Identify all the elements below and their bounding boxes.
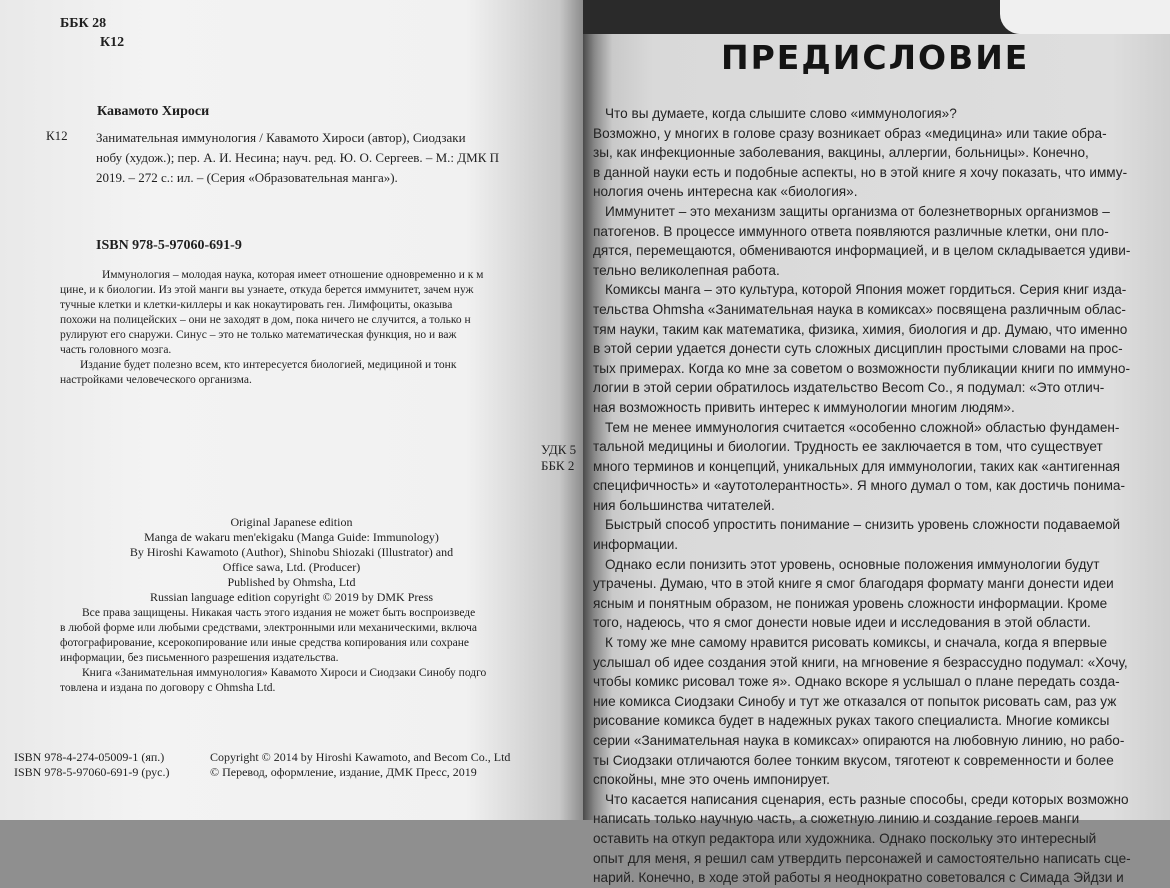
preface-line: в данной науки есть и подобные аспекты, но в этой книге я хочу показать, что имму- xyxy=(593,164,1128,180)
preface-line: чтобы комикс рисовал тоже я». Однако вскоре я услышал о плане передать созда- xyxy=(593,674,1120,690)
biblio-line: 2019. – 272 с.: ил. – (Серия «Образовательная манга»). xyxy=(96,170,398,185)
udk-code: УДК 5 xyxy=(541,442,577,457)
author-name: Кавамото Хироси xyxy=(97,104,210,119)
preface-line: много терминов и концепций, уникальных для иммунологии, таких как «антигенная xyxy=(593,458,1121,474)
annotation-line: часть головного мозга. xyxy=(60,344,172,356)
k12-header: К12 xyxy=(100,35,125,50)
preface-line: нология очень интересна как «биология». xyxy=(593,184,858,200)
original-edition-line: Original Japanese edition xyxy=(230,515,353,529)
isbn-main: ISBN 978-5-97060-691-9 xyxy=(96,238,242,253)
bbk-header: ББК 28 xyxy=(60,16,107,31)
original-edition-line: Russian language edition copyright © 2019 by DMK Press xyxy=(149,590,434,604)
original-edition-line: By Hiroshi Kawamoto (Author), Shinobu Shiozaki (Illustrator) and xyxy=(129,545,454,559)
preface-line: серии «Занимательная наука в комиксах» опираются на любовную линию, но рабо- xyxy=(593,733,1125,748)
biblio-line: Занимательная иммунология / Кавамото Хироси (автор), Сиодзаки xyxy=(96,130,466,145)
preface-line: ния большинства читателей. xyxy=(593,497,775,513)
preface-line: К тому же мне самому нравится рисовать комиксы, и сначала, когда я впервые xyxy=(605,635,1107,651)
header-tab xyxy=(1000,0,1170,34)
copyright-line: Copyright © 2014 by Hiroshi Kawamoto, and Becom Co., Ltd xyxy=(210,750,511,764)
preface-line: услышал об идее создания этой книги, на мгновение я безрассудно подумал: «Хочу, xyxy=(593,654,1128,670)
annotation-line: цине, и к биологии. Из этой манги вы узнаете, откуда берется иммунитет, зачем нуж xyxy=(60,284,474,296)
preface-line: того, надеюсь, что я смог донести новые идеи и исследования в этой области. xyxy=(593,615,1091,631)
annotation-line: Издание будет полезно всем, кто интересуется биологией, медициной и тонк xyxy=(80,359,457,371)
preface-line: дятся, перемещаются, обмениваются информацией, и в целом складывается удиви- xyxy=(593,243,1131,259)
original-edition-line: Office sawa, Ltd. (Producer) xyxy=(222,560,361,574)
rights-line: Все права защищены. Никакая часть этого издания не может быть воспроизведе xyxy=(82,607,476,619)
preface-line: опыт для меня, я решил сам утвердить персонажей и самостоятельно написать сце- xyxy=(593,850,1131,866)
preface-line: рисование комикса будет в надежных руках такого специалиста. Многие комиксы xyxy=(593,713,1110,729)
right-page-preface xyxy=(583,0,1170,886)
copyright-line: © Перевод, оформление, издание, ДМК Пресс, 2019 xyxy=(210,765,477,779)
preface-line: логии в этой серии обратилось издательство Becom Co., я подумал: «Это отлич- xyxy=(593,380,1105,396)
isbn-list xyxy=(14,750,169,780)
preface-line: ты Сиодзаки отличаются более тонким вкусом, тяготеют к современности и более xyxy=(593,752,1114,768)
preface-line: ние комикса Сиодзаки Синобу и тут же отказался от попыток рисовать сам, раз уж xyxy=(593,693,1117,709)
annotation-line: тучные клетки и клетки-киллеры и как нокаутировать ген. Лимфоциты, оказыва xyxy=(60,299,453,311)
original-edition-line: Published by Ohmsha, Ltd xyxy=(227,575,356,589)
preface-line: патогенов. В процессе иммунного ответа появляются различные клетки, они пло- xyxy=(593,223,1109,239)
preface-line: Иммунитет – это механизм защиты организма от болезнетворных организмов – xyxy=(605,203,1110,219)
preface-line: Что вы думаете, когда слышите слово «иммунология»? xyxy=(605,106,957,121)
rights-notice xyxy=(60,606,600,696)
annotation-line: Иммунология – молодая наука, которая имеет отношение одновременно и к м xyxy=(102,269,484,281)
preface-heading: ПРЕДИСЛОВИЕ xyxy=(721,38,1030,77)
rights-line: фотографирование, ксерокопирование или иные средства копирования или сохране xyxy=(60,637,470,649)
preface-line: Быстрый способ упростить понимание – снизить уровень сложности подаваемой xyxy=(605,517,1121,533)
isbn-line: ISBN 978-5-97060-691-9 (рус.) xyxy=(14,765,170,779)
bibliographic-record xyxy=(96,128,596,188)
preface-line: написать только научную часть, а сюжетную линию и создание героев манги xyxy=(593,811,1080,827)
preface-line: зы, как инфекционные заболевания, вакцины, аллергии, больницы». Конечно, xyxy=(593,145,1089,161)
annotation-line: настройками человеческого организма. xyxy=(60,374,252,386)
left-page-imprint xyxy=(0,0,583,820)
isbn-line: ISBN 978-4-274-05009-1 (яп.) xyxy=(14,750,165,764)
preface-line: утрачены. Думаю, что в этой книге я смог благодаря формату манги донести идеи xyxy=(593,576,1114,592)
preface-line: специфичность» и «аутотолерантность». Я много думал о том, как достичь понима- xyxy=(593,478,1126,494)
preface-line: тельства Ohmsha «Занимательная наука в комиксах» посвящена различным облас- xyxy=(593,301,1126,317)
preface-line: ная возможность привить интерес к иммунологии многим людям». xyxy=(593,399,1015,415)
preface-line: информации. xyxy=(593,537,679,553)
preface-line: ясным и понятным образом, не понижая уровень сложности информации. Кроме xyxy=(593,595,1108,611)
preface-line: Комиксы манга – это культура, которой Япония может гордиться. Серия книг изда- xyxy=(605,282,1127,298)
preface-line: Однако если понизить этот уровень, основные положения иммунологии будут xyxy=(605,556,1100,572)
preface-line: нарий. Конечно, в ходе этой работы я неоднократно советовался с Симада Эйдзи и xyxy=(593,870,1124,886)
preface-text xyxy=(593,104,1167,888)
annotation xyxy=(60,268,600,388)
rights-line: товлена и издана по договору с Ohmsha Ltd. xyxy=(60,682,276,694)
preface-line: Возможно, у многих в голове сразу возникает образ «медицина» или такие обра- xyxy=(593,125,1107,141)
preface-line: Тем не менее иммунология считается «особенно сложной» областью фундамен- xyxy=(605,419,1120,435)
bbk-code: ББК 2 xyxy=(541,458,575,473)
preface-line: тых примерах. Когда ко мне за советом о возможности публикации книги по иммуно- xyxy=(593,360,1131,376)
preface-line: спокойны, мне это очень импонирует. xyxy=(593,772,830,788)
biblio-line: нобу (худож.); пер. А. И. Несина; науч. ред. Ю. О. Сергеев. – М.: ДМК П xyxy=(96,150,500,165)
preface-line: тельно великолепная работа. xyxy=(593,262,780,278)
preface-line: Что касается написания сценария, есть разные способы, среди которых возможно xyxy=(605,791,1129,807)
k12-code: К12 xyxy=(46,128,68,143)
copyright-block xyxy=(210,750,510,780)
original-edition-line: Manga de wakaru men'ekigaku (Manga Guide: Immunology) xyxy=(144,530,439,544)
annotation-line: рулируют его снаружи. Синус – это не только математическая функция, но и важ xyxy=(60,329,457,341)
original-edition-info xyxy=(0,515,583,605)
rights-line: Книга «Занимательная иммунология» Кавамото Хироси и Сиодзаки Синобу подго xyxy=(82,667,487,679)
rights-line: информации, без письменного разрешения издательства. xyxy=(60,652,339,664)
rights-line: в любой форме или любыми средствами, электронными или механическими, включа xyxy=(60,622,477,634)
preface-line: тям науки, таким как математика, физика, химия, биология и др. Думаю, что именно xyxy=(593,321,1128,337)
preface-line: тальной медицины и биологии. Трудность ее заключается в том, что существует xyxy=(593,439,1103,455)
annotation-line: похожи на полицейских – они не заходят в дом, пока ничего не случится, а только н xyxy=(60,314,471,326)
preface-line: оставить на откуп редактора или художника. Однако поскольку это интересный xyxy=(593,830,1097,846)
preface-line: в этой серии удается донести суть сложных дисциплин простыми словами на прос- xyxy=(593,341,1123,357)
